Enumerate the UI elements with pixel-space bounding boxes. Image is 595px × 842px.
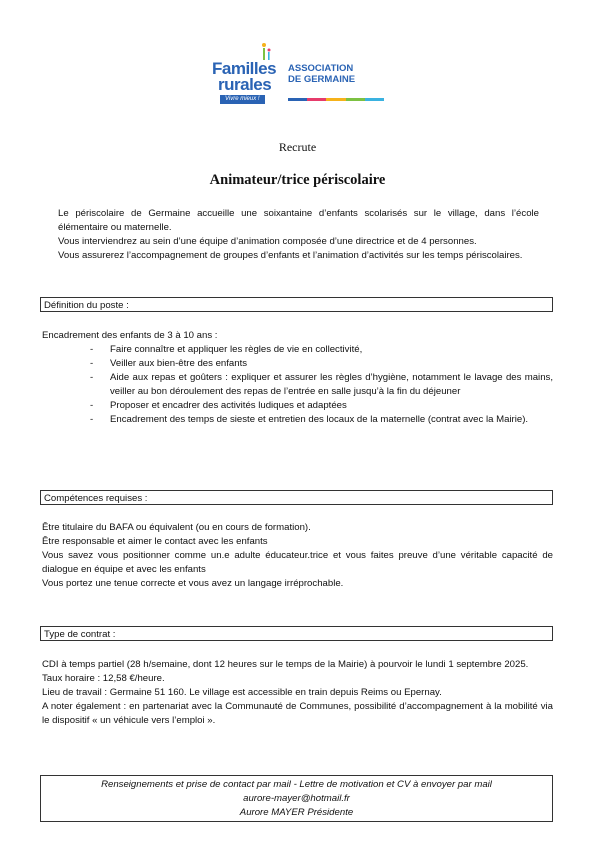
contact-instructions: Renseignements et prise de contact par mail - Lettre de motivation et CV à envoyer par mail — [101, 779, 492, 790]
contrat-line: Taux horaire : 12,58 €/heure. — [42, 673, 165, 684]
section-header-contrat: Type de contrat : — [40, 626, 553, 641]
section-header-competences: Compétences requises : — [40, 490, 553, 505]
competence-line: Être titulaire du BAFA ou équivalent (ou en cours de formation). — [42, 522, 311, 533]
logo-tagline: Vivre mieux ! — [220, 95, 265, 104]
stripe-segment — [307, 98, 326, 101]
intro-line: Vous interviendrez au sein d’une équipe d’animation composée d’une directrice et de 4 personnes. — [58, 236, 477, 247]
competence-line: Vous portez une tenue correcte et vous avez un langage irréprochable. — [42, 578, 344, 589]
definition-lead-text: Encadrement des enfants de 3 à 10 ans : — [42, 330, 218, 341]
stripe-segment — [288, 98, 307, 101]
logo-word-rurales: rurales — [218, 75, 272, 94]
list-item: - Aide aux repas et goûters : expliquer et assurer les règles d’hygiène, notamment le lavage des mains, veiller au bon déroulement des repas de l’entrée en salle jusqu’à la fin du déjeuner — [90, 371, 553, 399]
association-name — [288, 64, 355, 86]
section-header-definition: Définition du poste : — [40, 297, 553, 312]
list-item: - Veiller aux bien-être des enfants — [90, 357, 553, 371]
contrat-line: CDI à temps partiel (28 h/semaine, dont 12 heures sur le temps de la Mairie) à pourvoir le lundi 1 septembre 2025. — [42, 659, 529, 670]
intro-line: Le périscolaire de Germaine accueille une soixantaine d’enfants scolarisés sur le village, dans l’école élémentaire ou maternelle. — [58, 208, 539, 233]
contact-email[interactable]: aurore-mayer@hotmail.fr — [243, 793, 350, 804]
competence-line: Vous savez vous positionner comme un.e adulte éducateur.trice et vous faites preuve d’une véritable capacité de dialogue en équipe et avec les enfants — [42, 550, 553, 575]
logo-word-familles: Familles — [212, 59, 277, 78]
definition-lead — [42, 329, 553, 343]
contrat-text — [42, 658, 553, 728]
association-logo — [210, 42, 390, 108]
stripe-segment — [346, 98, 365, 101]
job-title: Animateur/trice périscolaire — [209, 172, 386, 188]
intro-paragraphs — [58, 207, 539, 263]
stripe-segment — [365, 98, 384, 101]
competences-text — [42, 521, 553, 591]
intro-line: Vous assurerez l’accompagnement de groupes d’enfants et l’animation d’activités sur les temps périscolaires. — [58, 250, 523, 261]
color-stripe — [288, 98, 384, 101]
list-item: - Encadrement des temps de sieste et entretien des locaux de la maternelle (contrat avec la Mairie). — [90, 413, 553, 427]
stripe-segment — [326, 98, 345, 101]
contact-box — [40, 775, 553, 822]
list-item: - Faire connaître et appliquer les règles de vie en collectivité, — [90, 343, 553, 357]
contact-signature: Aurore MAYER Présidente — [239, 807, 354, 818]
competence-line: Être responsable et aimer le contact avec les enfants — [42, 536, 268, 547]
list-item: - Proposer et encadrer des activités ludiques et adaptées — [90, 399, 553, 413]
recrute-label: Recrute — [278, 140, 317, 154]
definition-list — [90, 343, 553, 427]
association-line1: ASSOCIATION — [288, 63, 354, 74]
contrat-line: A noter également : en partenariat avec la Communauté de Communes, possibilité d’accompagnement à la mobilité via le dispositif « un véhicule vers l’emploi ». — [42, 701, 553, 726]
contrat-line: Lieu de travail : Germaine 51 160. Le village est accessible en train depuis Reims ou Epernay. — [42, 687, 442, 698]
association-line2: DE GERMAINE — [288, 73, 356, 85]
